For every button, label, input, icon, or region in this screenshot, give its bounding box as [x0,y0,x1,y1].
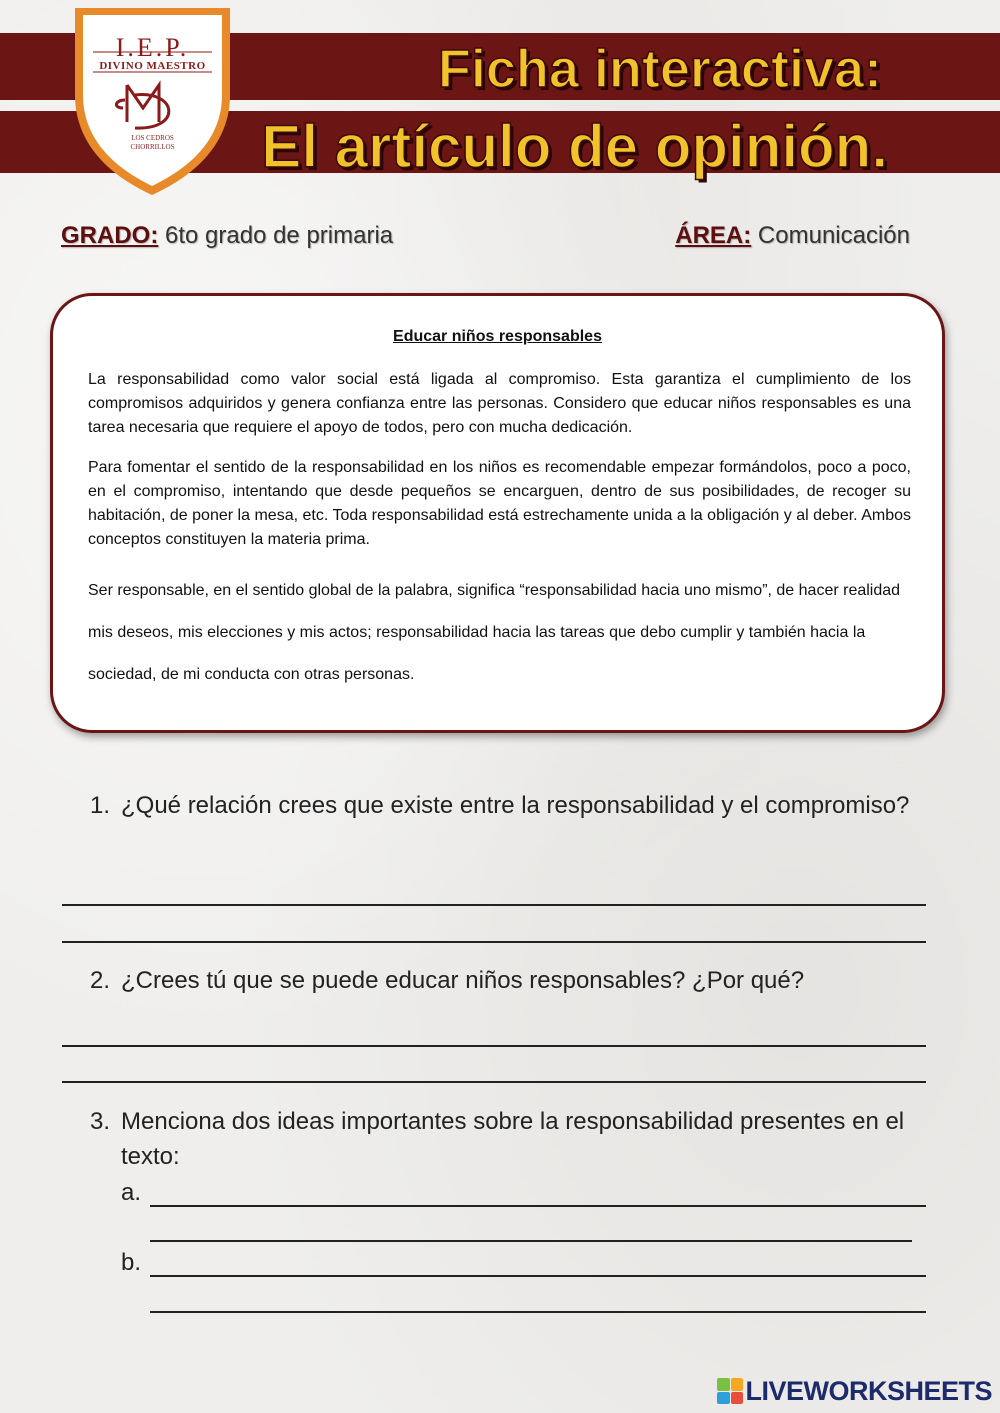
question-3-text: Menciona dos ideas importantes sobre la responsabilidad presentes en el texto: [121,1108,905,1170]
answer-line-3a-1[interactable] [150,1205,926,1207]
worksheet-title-line2: El artículo de opinión. [261,113,888,180]
answer-line-3b-2[interactable] [150,1311,926,1313]
area-label: ÁREA: [675,222,752,249]
area-value: Comunicación [757,222,910,249]
answer-line-2a[interactable] [62,1045,926,1047]
question-1-number: 1. [90,792,111,819]
logo-location: LOS CEDROS CHORRILLOS [130,134,175,151]
option-a-label: a. [121,1179,142,1206]
logo-name: I.E.P. [115,33,190,62]
article-title: Educar niños responsables [393,328,602,345]
article-paragraph-2: Para fomentar el sentido de la responsabilidad en los niños es recomendable empezar formándolos, poco a poco, en el compromiso, intentando que desde pequeños se encarguen, dentro de sus posibilidades, de recoger su habitación, de poner la mesa, etc. Toda responsabilidad está estrechamente unida a la obligación y al deber. Ambos conceptos constituyen la materia prima. [88,459,911,548]
article-paragraph-3: Ser responsable, en el sentido global de la palabra, significa “responsabilidad hacia uno mismo”, de hacer realidad mis deseos, mis elecciones y mis actos; responsabilidad hacia las tareas que debo cumplir y también hacia la sociedad, de mi conducta con otras personas. [88,582,901,683]
answer-line-3b-1[interactable] [150,1275,926,1277]
question-2-text: ¿Crees tú que se puede educar niños responsables? ¿Por qué? [121,967,805,994]
grade-info [61,222,393,250]
grade-label: GRADO: [61,222,159,249]
option-b-label: b. [121,1249,142,1276]
liveworksheets-logo-icon [717,1378,743,1404]
answer-line-1a[interactable] [62,904,926,906]
worksheet-title-line1: Ficha interactiva: [437,39,882,99]
question-1-text: ¿Qué relación crees que existe entre la responsabilidad y el compromiso? [121,792,910,819]
answer-line-3a-2[interactable] [150,1240,912,1242]
article-box [50,293,945,733]
answer-line-1b[interactable] [62,941,926,943]
area-info [675,222,910,250]
grade-value: 6to grado de primaria [165,222,394,249]
school-logo [65,0,240,198]
liveworksheets-text: LIVEWORKSHEETS [745,1375,992,1406]
shield-icon [65,0,240,198]
answer-line-2b[interactable] [62,1081,926,1083]
logo-school: DIVINO MAESTRO [99,60,206,72]
question-3-number: 3. [90,1108,111,1135]
question-2-number: 2. [90,967,111,994]
article-paragraph-1: La responsabilidad como valor social está ligada al compromiso. Esta garantiza el cumplimiento de los compromisos adquiridos y genera confianza entre las personas. Considero que educar niños responsables es una tarea necesaria que requiere el apoyo de todos, pero con mucha dedicación. [88,371,911,436]
liveworksheets-brand[interactable] [717,1376,992,1406]
